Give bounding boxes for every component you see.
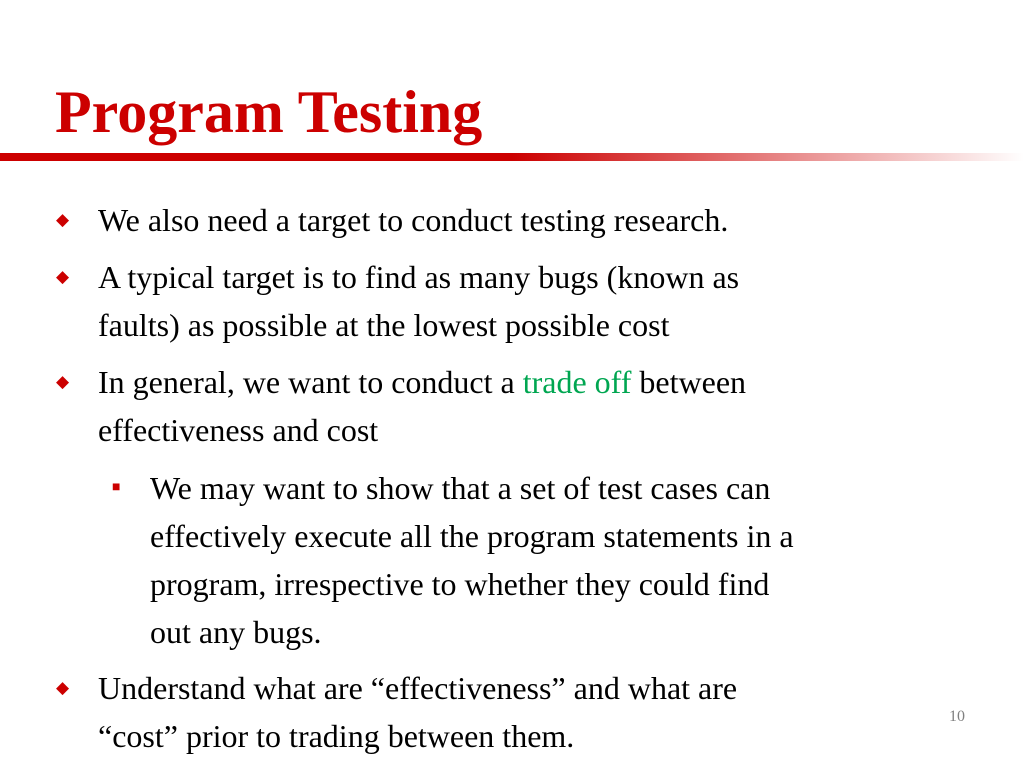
bullet-text-line: A typical target is to find as many bugs (known as (98, 259, 740, 295)
sub-bullet-text-line: effectively execute all the program statements in a (150, 518, 794, 554)
bullet-text-line (98, 358, 978, 406)
sub-bullet-item-statements (112, 464, 990, 656)
bullet-text-line: “cost” prior to trading between them. (98, 718, 575, 754)
sub-bullet-text-line: program, irrespective to whether they could find (150, 566, 770, 602)
title-underline-gradient (512, 153, 1024, 161)
sub-bullet-text-line: out any bugs. (150, 614, 322, 650)
bullet-item-trade-off (56, 358, 978, 454)
bullet-text-line: We also need a target to conduct testing research. (98, 202, 729, 238)
square-bullet-icon: ■ (112, 480, 121, 495)
diamond-bullet-icon: ◆ (56, 267, 70, 286)
trade-off-highlight: trade off (522, 364, 632, 400)
bullet-text-line: effectiveness and cost (98, 412, 379, 448)
bullet-text-segment: between (631, 364, 747, 400)
page-number: 10 (949, 708, 965, 725)
slide-title: Program Testing (55, 79, 483, 145)
bullet-text-line: faults) as possible at the lowest possible cost (98, 307, 670, 343)
bullet-text-line: Understand what are “effectiveness” and what are (98, 670, 738, 706)
bullet-item-target (56, 196, 978, 244)
diamond-bullet-icon: ◆ (56, 210, 70, 229)
title-underline-solid (0, 153, 512, 161)
title-underline (0, 153, 1024, 161)
diamond-bullet-icon: ◆ (56, 372, 70, 391)
diamond-bullet-icon: ◆ (56, 678, 70, 697)
sub-bullet-text-line: We may want to show that a set of test cases can (150, 470, 771, 506)
bullet-text-segment: In general, we want to conduct a (98, 364, 523, 400)
bullet-item-understand (56, 664, 978, 760)
bullet-item-typical-target (56, 253, 978, 349)
